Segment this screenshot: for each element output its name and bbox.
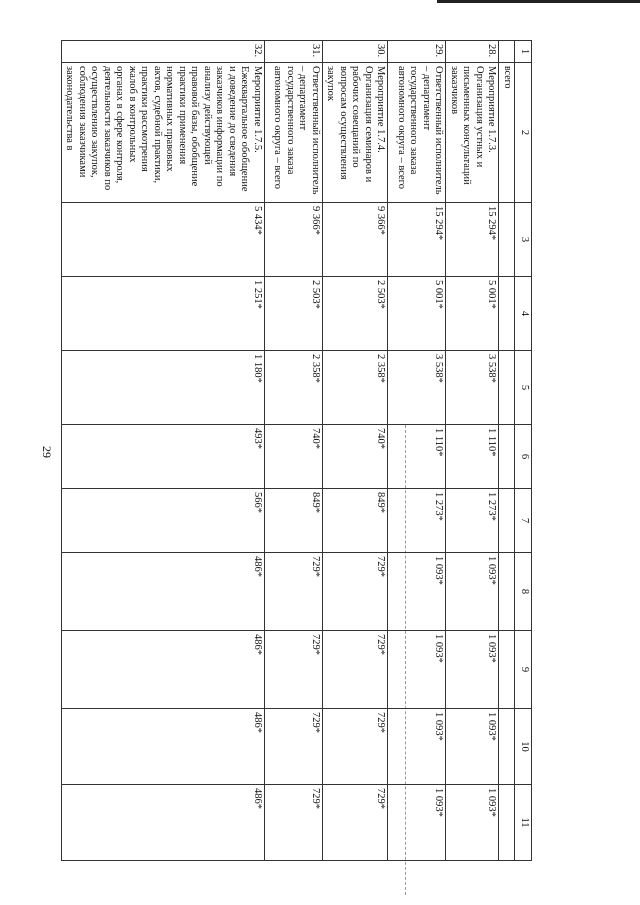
rotated-table-sheet (64, 40, 532, 860)
column-header: 3 (515, 203, 532, 277)
row-number: 30. (323, 41, 389, 63)
row-description: Ответственный исполнитель – департамент государственного заказа автономного округа – всего (265, 63, 323, 203)
value-cell: 5 001* (446, 277, 499, 351)
value-cell: 729* (323, 553, 389, 631)
value-cell: 2 358* (323, 351, 389, 425)
carry-over-row (499, 41, 515, 861)
table-row (265, 41, 323, 861)
column-header: 8 (515, 553, 532, 631)
column-number-row (515, 41, 532, 861)
column-header: 2 (515, 63, 532, 203)
scan-edge-mark (437, 0, 640, 3)
row-description: Мероприятие 1.7.5. Ежеквартальное обобщение и доведение до сведения заказчиков информации по анализу действующей правовой базы, обобщение практики применения нормативных правовых актов, судебной практики, практики рассмотрения жалоб в контрольных органах в сфере контроля, деятельности заказчиков по осуществлению закупок, соблюдения заказчиками законодательства в (62, 63, 265, 203)
value-cell: 493* (62, 425, 265, 489)
column-header: 7 (515, 489, 532, 553)
value-cell: 1 251* (62, 277, 265, 351)
value-cell: 1 093* (446, 631, 499, 709)
value-cell: 1 093* (388, 553, 446, 631)
column-header: 11 (515, 785, 532, 861)
row-number: 31. (265, 41, 323, 63)
value-cell: 15 294* (388, 203, 446, 277)
table-row (388, 41, 446, 861)
column-header: 1 (515, 41, 532, 63)
value-cell: 486* (62, 631, 265, 709)
value-cell: 729* (323, 631, 389, 709)
value-cell: 849* (265, 489, 323, 553)
value-cell: 2 503* (323, 277, 389, 351)
value-cell: 15 294* (446, 203, 499, 277)
budget-table (61, 40, 532, 861)
value-cell: 1 093* (388, 631, 446, 709)
value-cell: 1 093* (388, 709, 446, 785)
value-cell: 9 366* (265, 203, 323, 277)
value-cell: 740* (265, 425, 323, 489)
table-row (446, 41, 499, 861)
value-cell: 1 180* (62, 351, 265, 425)
value-cell: 729* (265, 785, 323, 861)
value-cell: 486* (62, 709, 265, 785)
value-cell: 729* (265, 709, 323, 785)
value-cell: 1 110* (446, 425, 499, 489)
value-cell: 486* (62, 553, 265, 631)
column-header: 4 (515, 277, 532, 351)
column-header: 10 (515, 709, 532, 785)
value-cell: 849* (323, 489, 389, 553)
row-number: 28. (446, 41, 499, 63)
row-description: Мероприятие 1.7.3. Организация устных и письменных консультаций заказчиков (446, 63, 499, 203)
row-number: 29. (388, 41, 446, 63)
value-cell: 1 093* (446, 785, 499, 861)
value-cell: 486* (62, 785, 265, 861)
column-header: 9 (515, 631, 532, 709)
column-header: 5 (515, 351, 532, 425)
value-cell: 1 093* (446, 553, 499, 631)
column-header: 6 (515, 425, 532, 489)
value-cell: 566* (62, 489, 265, 553)
row-description: Мероприятие 1.7.4. Организация семинаров и рабочих совещаний по вопросам осуществления закупок (323, 63, 389, 203)
value-cell: 9 366* (323, 203, 389, 277)
value-cell: 3 538* (446, 351, 499, 425)
value-cell: 729* (265, 631, 323, 709)
table-row (62, 41, 265, 861)
value-cell: 5 434* (62, 203, 265, 277)
value-cell: 1 093* (388, 785, 446, 861)
value-cell: 2 358* (265, 351, 323, 425)
value-cell: 3 538* (388, 351, 446, 425)
table-row (323, 41, 389, 861)
value-cell: 1 273* (446, 489, 499, 553)
page-number: 29 (40, 446, 54, 458)
value-cell: 1 093* (446, 709, 499, 785)
value-cell: 5 001* (388, 277, 446, 351)
value-cell: 1 110* (388, 425, 446, 489)
value-cell: 729* (265, 553, 323, 631)
carry-over-label: всего (499, 63, 515, 203)
value-cell: 740* (323, 425, 389, 489)
row-description: Ответственный исполнитель – департамент государственного заказа автономного округа – всего (388, 63, 446, 203)
value-cell: 1 273* (388, 489, 446, 553)
row-number: 32. (62, 41, 265, 63)
value-cell: 729* (323, 785, 389, 861)
value-cell: 729* (323, 709, 389, 785)
value-cell: 2 503* (265, 277, 323, 351)
